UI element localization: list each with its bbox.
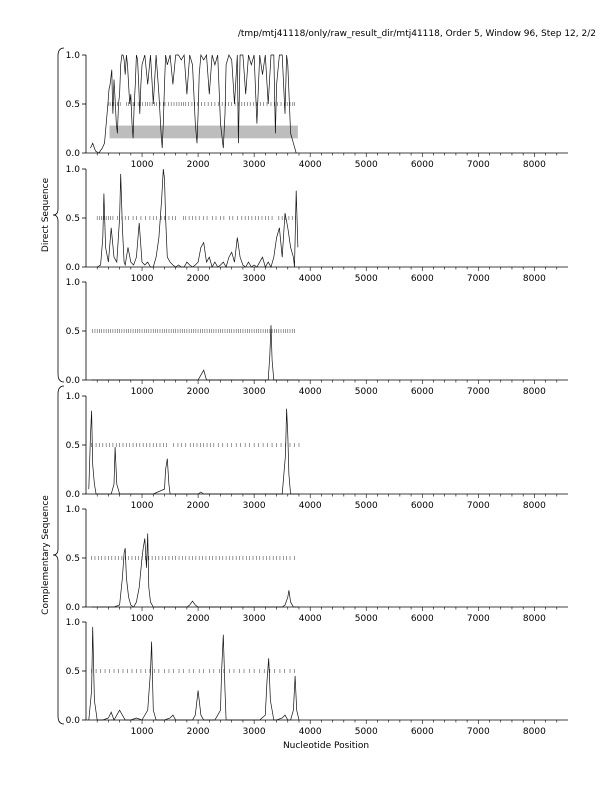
x-tick-label: 4000 — [298, 501, 322, 511]
x-tick-label: 4000 — [298, 727, 322, 737]
y-tick-label: 0.5 — [65, 554, 80, 564]
y-tick-label: 1.0 — [65, 392, 80, 402]
x-tick-label: 3000 — [242, 387, 266, 397]
y-tick-label: 1.0 — [65, 618, 80, 628]
x-tick-label: 7000 — [466, 727, 490, 737]
x-tick-label: 3000 — [242, 501, 266, 511]
y-tick-label: 0.0 — [65, 376, 80, 386]
x-tick-label: 7000 — [466, 614, 490, 624]
x-tick-label: 3000 — [242, 614, 266, 624]
direct-sequence-label: Direct Sequence — [41, 177, 51, 253]
x-tick-label: 8000 — [522, 727, 546, 737]
x-tick-label: 7000 — [466, 501, 490, 511]
y-tick-label: 0.5 — [65, 214, 80, 224]
x-tick-label: 5000 — [354, 727, 378, 737]
series-line — [92, 325, 299, 380]
x-tick-label: 8000 — [522, 387, 546, 397]
x-tick-label: 6000 — [410, 160, 434, 170]
x-tick-label: 5000 — [354, 387, 378, 397]
x-tick-label: 8000 — [522, 160, 546, 170]
y-tick-label: 0.0 — [65, 716, 80, 726]
x-tick-label: 7000 — [466, 274, 490, 284]
y-tick-label: 0.0 — [65, 263, 80, 273]
x-tick-label: 7000 — [466, 387, 490, 397]
x-tick-label: 1000 — [130, 274, 154, 284]
x-tick-label: 4000 — [298, 160, 322, 170]
x-tick-label: 5000 — [354, 274, 378, 284]
y-tick-label: 1.0 — [65, 278, 80, 288]
panel-4 — [66, 392, 568, 511]
x-tick-label: 1000 — [130, 727, 154, 737]
panel-6 — [66, 618, 568, 737]
complementary-brace — [53, 386, 64, 724]
y-tick-label: 1.0 — [65, 505, 80, 515]
y-tick-label: 0.5 — [65, 667, 80, 677]
y-tick-label: 1.0 — [65, 165, 80, 175]
x-tick-label: 1000 — [130, 501, 154, 511]
highlight-band — [110, 126, 298, 139]
x-tick-label: 6000 — [410, 274, 434, 284]
x-tick-label: 1000 — [130, 387, 154, 397]
y-tick-label: 0.5 — [65, 441, 80, 451]
y-tick-label: 0.0 — [65, 149, 80, 159]
x-tick-label: 8000 — [522, 501, 546, 511]
x-tick-label: 3000 — [242, 274, 266, 284]
series-line — [89, 627, 299, 720]
panel-5 — [66, 505, 568, 624]
x-tick-label: 2000 — [186, 160, 210, 170]
series-line — [92, 534, 299, 608]
x-axis-title: Nucleotide Position — [282, 741, 370, 751]
x-tick-label: 6000 — [410, 727, 434, 737]
y-tick-label: 1.0 — [65, 51, 80, 61]
y-tick-label: 0.5 — [65, 100, 80, 110]
x-tick-label: 6000 — [410, 387, 434, 397]
x-tick-label: 2000 — [186, 614, 210, 624]
x-tick-label: 2000 — [186, 727, 210, 737]
chart-panels — [66, 51, 568, 737]
x-tick-label: 4000 — [298, 387, 322, 397]
x-tick-label: 8000 — [522, 614, 546, 624]
group-braces — [53, 48, 64, 724]
x-tick-label: 5000 — [354, 160, 378, 170]
x-tick-label: 5000 — [354, 614, 378, 624]
x-tick-label: 4000 — [298, 274, 322, 284]
y-tick-label: 0.0 — [65, 603, 80, 613]
figure-header: /tmp/mtj41118/only/raw_result_dir/mtj41118, Order 5, Window 96, Step 12, 2/2 — [237, 29, 596, 39]
y-tick-label: 0.5 — [65, 327, 80, 337]
x-tick-label: 4000 — [298, 614, 322, 624]
x-tick-label: 1000 — [130, 614, 154, 624]
series-line — [97, 169, 298, 267]
y-tick-label: 0.0 — [65, 490, 80, 500]
x-tick-label: 3000 — [242, 727, 266, 737]
x-tick-label: 2000 — [186, 274, 210, 284]
x-tick-label: 1000 — [130, 160, 154, 170]
x-tick-label: 6000 — [410, 614, 434, 624]
x-tick-label: 6000 — [410, 501, 434, 511]
x-tick-label: 5000 — [354, 501, 378, 511]
x-tick-label: 7000 — [466, 160, 490, 170]
x-tick-label: 2000 — [186, 501, 210, 511]
complementary-sequence-label: Complementary Sequence — [41, 495, 51, 615]
x-tick-label: 3000 — [242, 160, 266, 170]
panel-2 — [66, 165, 568, 284]
direct-brace — [53, 48, 64, 382]
panel-1 — [66, 51, 568, 170]
x-tick-label: 8000 — [522, 274, 546, 284]
series-line — [89, 409, 299, 494]
x-tick-label: 2000 — [186, 387, 210, 397]
panel-3 — [66, 278, 568, 397]
